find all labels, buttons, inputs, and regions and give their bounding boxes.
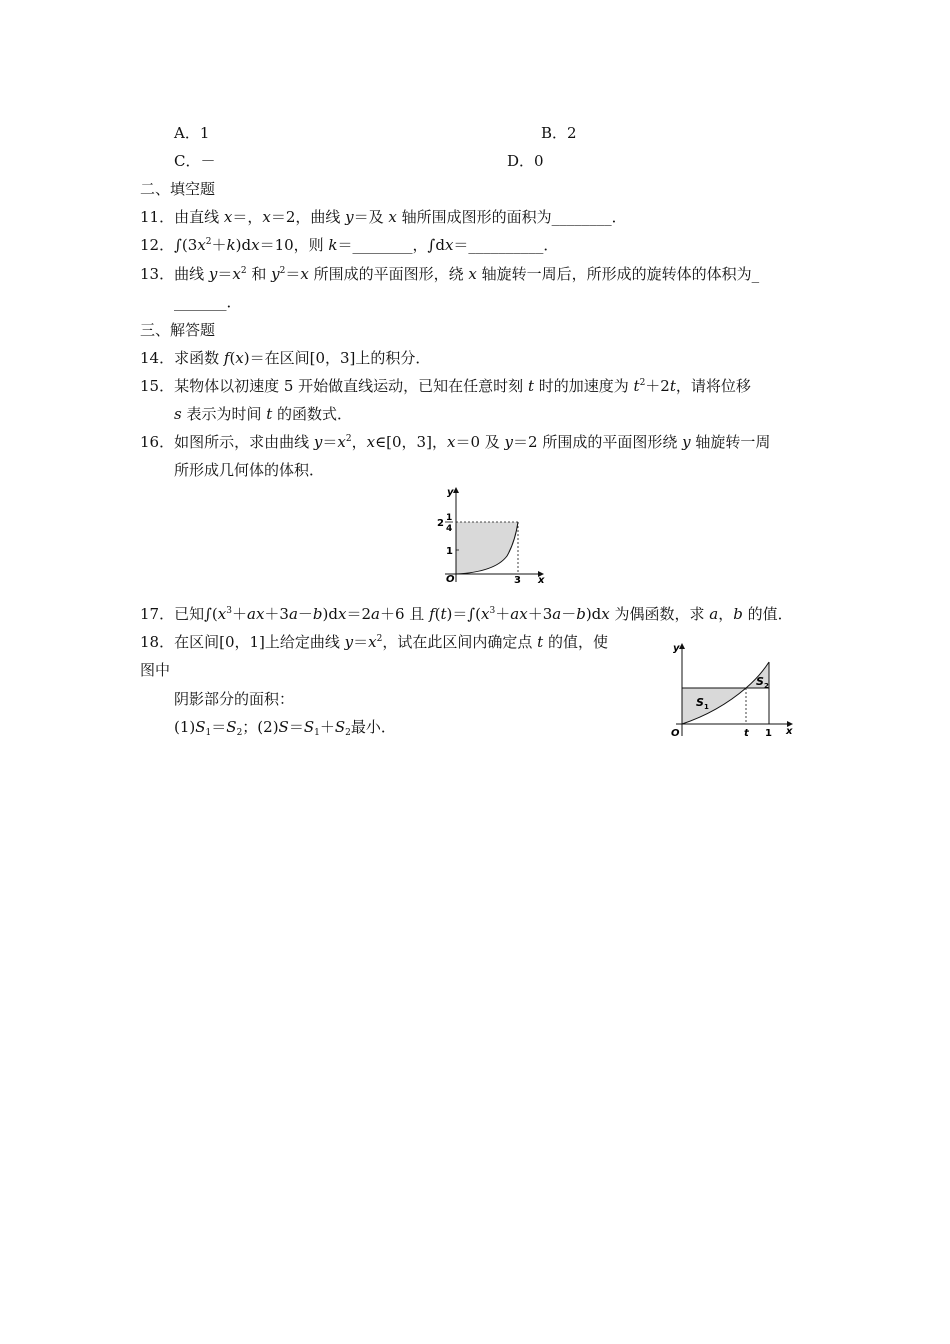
x-axis-label: x	[538, 575, 545, 584]
x-axis-label: x	[786, 726, 793, 737]
section-solve-heading: 三、解答题	[140, 321, 216, 339]
question-14: 14．求函数 f(x)＝在区间[0，3]上的积分．	[140, 349, 431, 367]
y-axis-label: y	[447, 487, 454, 498]
tick-label-frac-den: 4	[446, 524, 453, 534]
tick-label-3: 3	[514, 575, 521, 584]
section-fill-heading: 二、填空题	[140, 180, 216, 198]
origin-label: O	[446, 574, 455, 584]
question-11: 11．由直线 x＝，x＝2，曲线 y＝及 x 轴所围成图形的面积为________．	[140, 208, 627, 226]
question-17: 17．已知$\int(x^3+ax+3a-b)dx=2a+6$ 且 $f(t)=\int(x^3+ax+3a-b)dx$ 为偶函数，求 a，b 的值．	[140, 605, 793, 623]
question-number: 16．	[140, 433, 175, 451]
question-number: 12．	[140, 236, 175, 254]
origin-label: O	[671, 728, 680, 739]
question-number: 13．	[140, 265, 175, 283]
option-a: A．1	[174, 124, 210, 142]
tick-label-1: 1	[765, 728, 772, 739]
question-12: 12．$\int(3x^2+k)dx=10$，则 k＝________，∫dx＝__________．	[140, 236, 559, 254]
tick-label-1: 1	[446, 546, 453, 557]
question-18-line-2: 图中	[140, 661, 171, 679]
tick-label-frac-num: 1	[446, 513, 453, 523]
question-16-line-2: 所形成几何体的体积．	[174, 461, 325, 479]
question-number: 15．	[140, 377, 175, 395]
label-s2: S	[756, 675, 764, 688]
question-15: 15．某物体以初速度 5 开始做直线运动，已知在任意时刻 t 时的加速度为 $t^2+2t$，请将位移	[140, 377, 751, 395]
option-c: C．－	[174, 152, 216, 170]
shaded-region	[456, 522, 518, 574]
option-d: D．0	[507, 152, 544, 170]
label-s1-sub: 1	[704, 703, 709, 711]
figure-18	[668, 638, 802, 740]
label-s1: S	[696, 696, 704, 709]
question-number: 17．	[140, 605, 175, 623]
question-number: 11．	[140, 208, 175, 226]
question-16: 16．如图所示，求由曲线 $y=x^2$，x∈[0，3]，x＝0 及 y＝2 所围成的平面图形绕 y 轴旋转一周	[140, 433, 771, 451]
tick-label-t: t	[744, 728, 749, 739]
y-axis-label: y	[673, 643, 680, 654]
question-13-line-2: _______．	[174, 293, 242, 311]
tick-label-2: 2	[437, 518, 444, 529]
question-13: 13．曲线 $y=x^2$ 和 $y^2=x$ 所围成的平面图形，绕 x 轴旋转一周后，所形成的旋转体的体积为_	[140, 265, 760, 283]
option-b: B．2	[541, 124, 577, 142]
shaded-region-s1	[682, 688, 746, 724]
question-number: 14．	[140, 349, 175, 367]
label-s2-sub: 2	[764, 682, 769, 690]
question-18-line-4: $(1)S_1=S_2$；$(2)S=S_1+S_2$最小．	[174, 718, 396, 738]
question-15-line-2: s 表示为时间 t 的函数式．	[174, 405, 353, 423]
question-number: 18．	[140, 633, 175, 651]
question-18: 18．在区间[0，1]上给定曲线 $y=x^2$，试在此区间内确定点 t 的值，使	[140, 633, 608, 651]
question-18-line-3: 阴影部分的面积：	[174, 690, 295, 708]
figure-16	[425, 482, 555, 584]
